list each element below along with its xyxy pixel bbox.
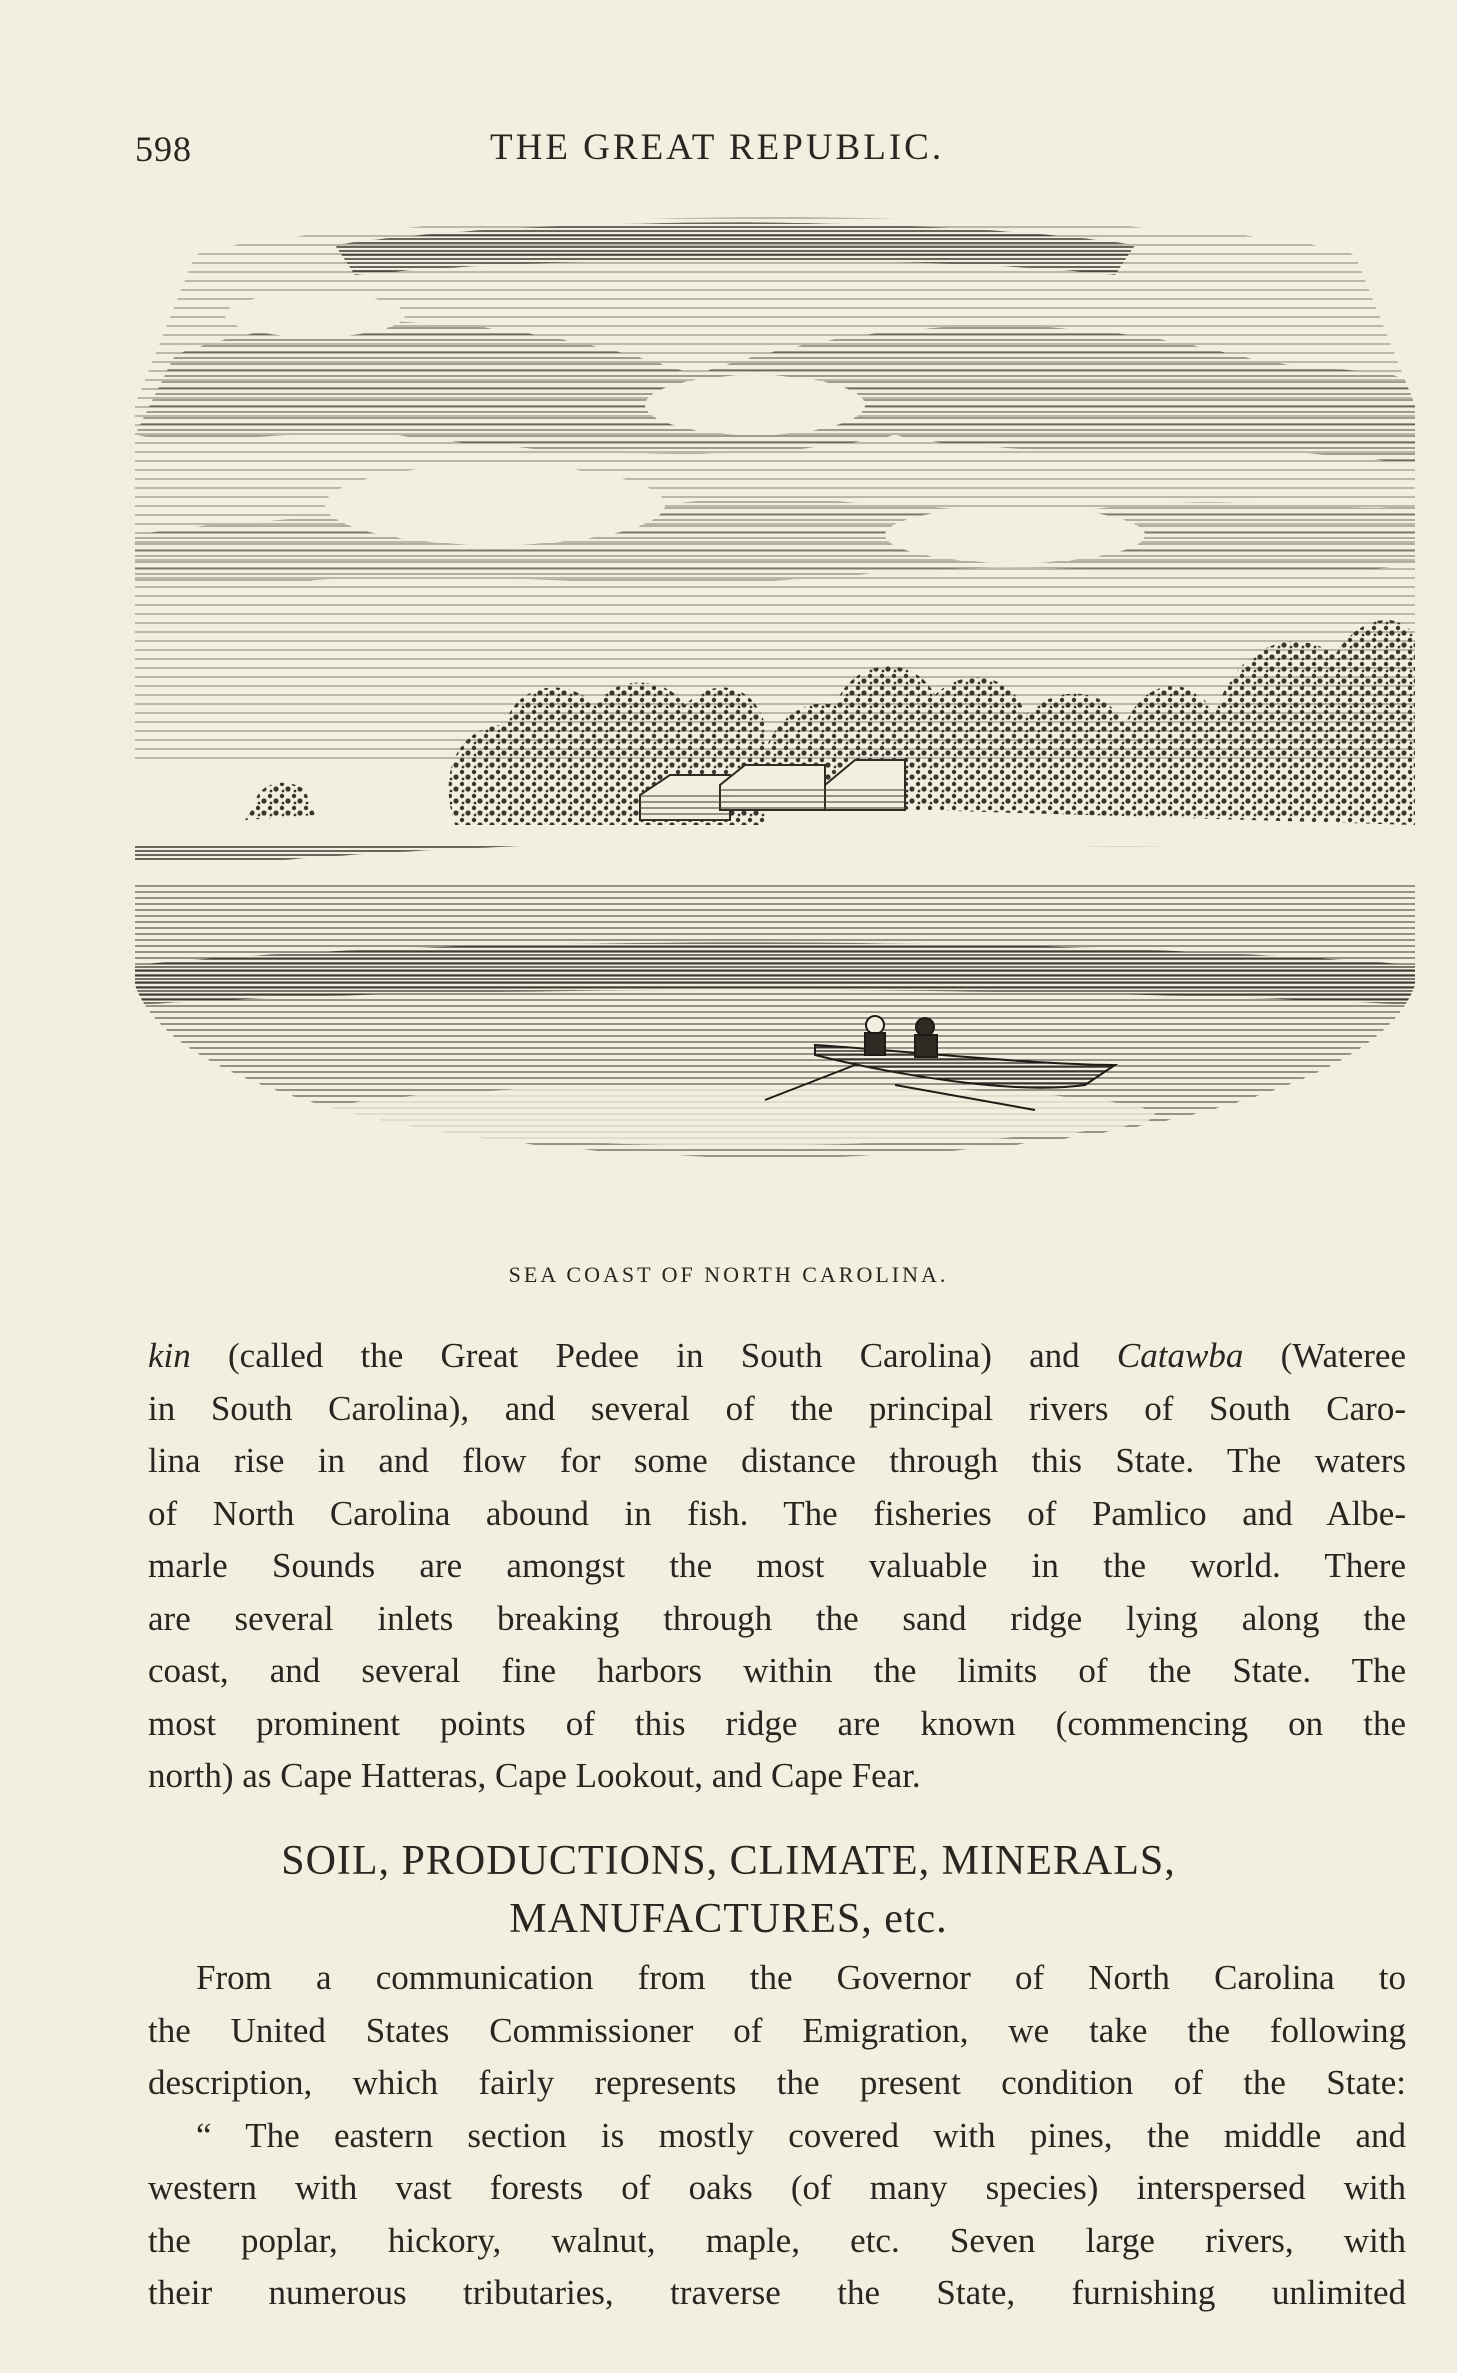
text-line: “ The eastern section is mostly covered with pines, the middle and: [196, 2115, 1406, 2155]
text-line: From a communication from the Governor of North Carolina to: [196, 1958, 1406, 1997]
text-line: description, which fairly represents the present condition of the State:: [148, 2063, 1406, 2102]
text-line: lina rise in and flow for some distance through this State. The waters: [148, 1441, 1406, 1480]
figure-caption: SEA COAST OF NORTH CAROLINA.: [508, 1262, 949, 1287]
text-line: north) as Cape Hatteras, Cape Lookout, and Cape Fear.: [148, 1756, 921, 1795]
running-title: THE GREAT REPUBLIC.: [490, 127, 945, 168]
page-number: 598: [135, 129, 192, 169]
italic-river-name: Catawba: [1116, 1336, 1244, 1375]
text-line: coast, and several fine harbors within the limits of the State. The: [148, 1651, 1406, 1690]
text-line: of North Carolina abound in fish. The fisheries of Pamlico and Albe-: [148, 1493, 1406, 1533]
text-line: marle Sounds are amongst the most valuable in the world. There: [148, 1546, 1406, 1585]
text-line: are several inlets breaking through the sand ridge lying along the: [148, 1598, 1406, 1638]
section-heading-line: MANUFACTURES, etc.: [509, 1896, 948, 1942]
text-line: the United States Commissioner of Emigration, we take the following: [148, 2010, 1406, 2050]
text-line: [148, 1330, 1406, 1383]
text-line: their numerous tributaries, traverse the State, furnishing unlimited: [148, 2273, 1406, 2312]
paragraph-intro: [148, 1952, 1406, 2320]
italic-river-name: kin: [148, 1336, 191, 1375]
text-line: in South Carolina), and several of the principal rivers of South Caro-: [148, 1388, 1406, 1428]
section-heading: [0, 1832, 1457, 1948]
text-line: western with vast forests of oaks (of many species) interspersed with: [148, 2168, 1406, 2207]
running-head: [135, 128, 1405, 178]
text-fragment: (called the Great Pedee in South Carolina) and: [190, 1336, 1117, 1375]
text-line: most prominent points of this ridge are known (commencing on the: [148, 1703, 1406, 1743]
paragraph-continuation: [148, 1330, 1406, 1803]
section-heading-line: SOIL, PRODUCTIONS, CLIMATE, MINERALS,: [281, 1838, 1176, 1884]
text-fragment: (Wateree: [1243, 1336, 1407, 1375]
text-line: the poplar, hickory, walnut, maple, etc. Seven large rivers, with: [148, 2220, 1406, 2260]
sea-coast-engraving: [135, 205, 1415, 1235]
